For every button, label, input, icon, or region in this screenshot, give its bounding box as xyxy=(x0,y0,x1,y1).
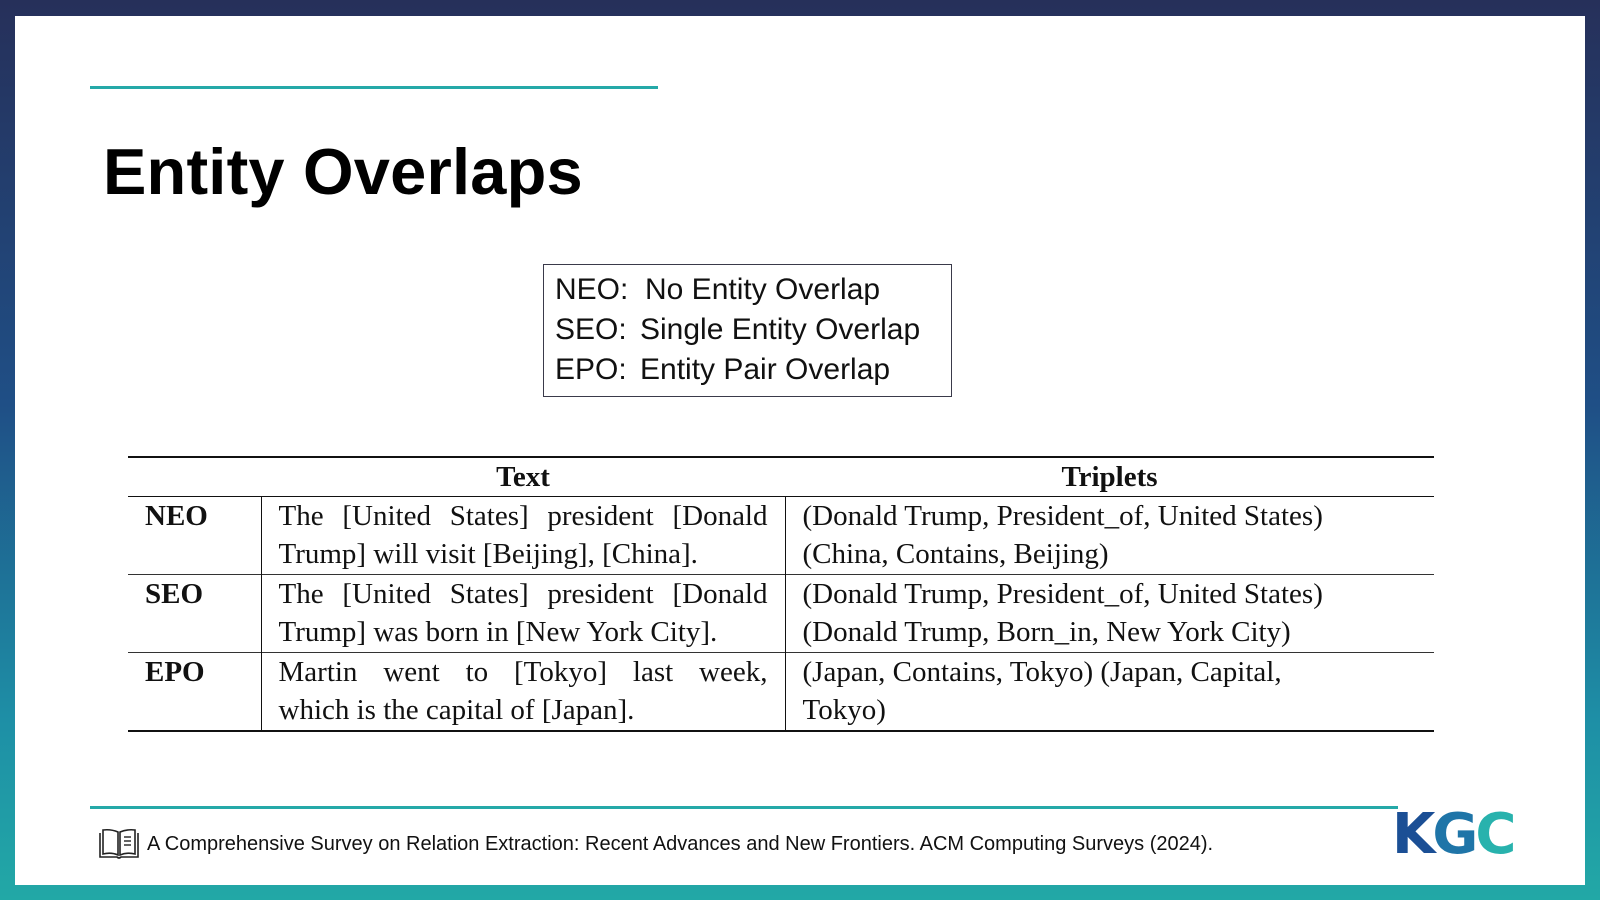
row-text xyxy=(261,575,785,653)
triplet-line: (China, Contains, Beijing) xyxy=(802,538,1109,570)
table-header-triplets: Triplets xyxy=(1061,461,1158,493)
table-row-neo xyxy=(128,497,1434,575)
table-header-row xyxy=(128,457,1434,497)
legend-box xyxy=(543,264,952,397)
legend-meaning: Entity Pair Overlap xyxy=(640,353,891,386)
row-label: SEO xyxy=(128,575,261,653)
text-line: which is the capital of [Japan]. xyxy=(278,694,635,726)
text-line: Martin went to [Tokyo] last week, xyxy=(278,656,768,688)
title-accent-rule xyxy=(90,86,658,89)
triplet-line: Tokyo) xyxy=(802,694,886,726)
legend-item-epo xyxy=(555,350,951,390)
triplet-line: (Donald Trump, President_of, United States) xyxy=(802,500,1323,532)
triplet-line: (Donald Trump, Born_in, New York City) xyxy=(802,616,1291,648)
text-line: The [United States] president [Donald xyxy=(278,500,768,532)
legend-item-neo xyxy=(555,270,951,310)
legend-abbr: EPO: xyxy=(555,353,627,386)
triplet-line: (Japan, Contains, Tokyo) (Japan, Capital, xyxy=(802,656,1282,688)
table-header-text: Text xyxy=(496,461,550,493)
overlap-table xyxy=(128,456,1434,732)
table-header-label xyxy=(128,457,261,497)
slide xyxy=(15,16,1585,885)
text-line: Trump] was born in [New York City]. xyxy=(278,616,718,648)
text-line: Trump] will visit [Beijing], [China]. xyxy=(278,538,698,570)
slide-title: Entity Overlaps xyxy=(103,135,583,208)
reference-text: A Comprehensive Survey on Relation Extraction: Recent Advances and New Frontiers. ACM Computing Surveys (2024). xyxy=(147,832,1214,855)
legend-abbr: SEO: xyxy=(555,313,627,346)
legend-abbr: NEO: xyxy=(555,273,629,306)
legend-meaning: Single Entity Overlap xyxy=(640,313,921,346)
table-row-seo xyxy=(128,575,1434,653)
logo-letter-g: G xyxy=(1432,802,1476,867)
triplet-line: (Donald Trump, President_of, United States) xyxy=(802,578,1323,610)
row-triplets xyxy=(785,497,1434,575)
row-triplets xyxy=(785,653,1434,732)
legend-item-seo xyxy=(555,310,951,350)
footer-accent-rule xyxy=(90,806,1398,809)
row-label: NEO xyxy=(128,497,261,575)
row-text xyxy=(261,497,785,575)
legend-meaning: No Entity Overlap xyxy=(645,273,881,306)
row-label: EPO xyxy=(128,653,261,732)
row-text xyxy=(261,653,785,732)
kgc-logo xyxy=(1392,802,1524,867)
book-icon xyxy=(97,827,141,861)
logo-letter-c: C xyxy=(1475,802,1514,867)
table-row-epo xyxy=(128,653,1434,732)
row-triplets xyxy=(785,575,1434,653)
logo-letter-k: K xyxy=(1392,802,1433,867)
text-line: The [United States] president [Donald xyxy=(278,578,768,610)
overlap-table-container xyxy=(128,456,1434,732)
footer-reference xyxy=(97,827,1213,861)
